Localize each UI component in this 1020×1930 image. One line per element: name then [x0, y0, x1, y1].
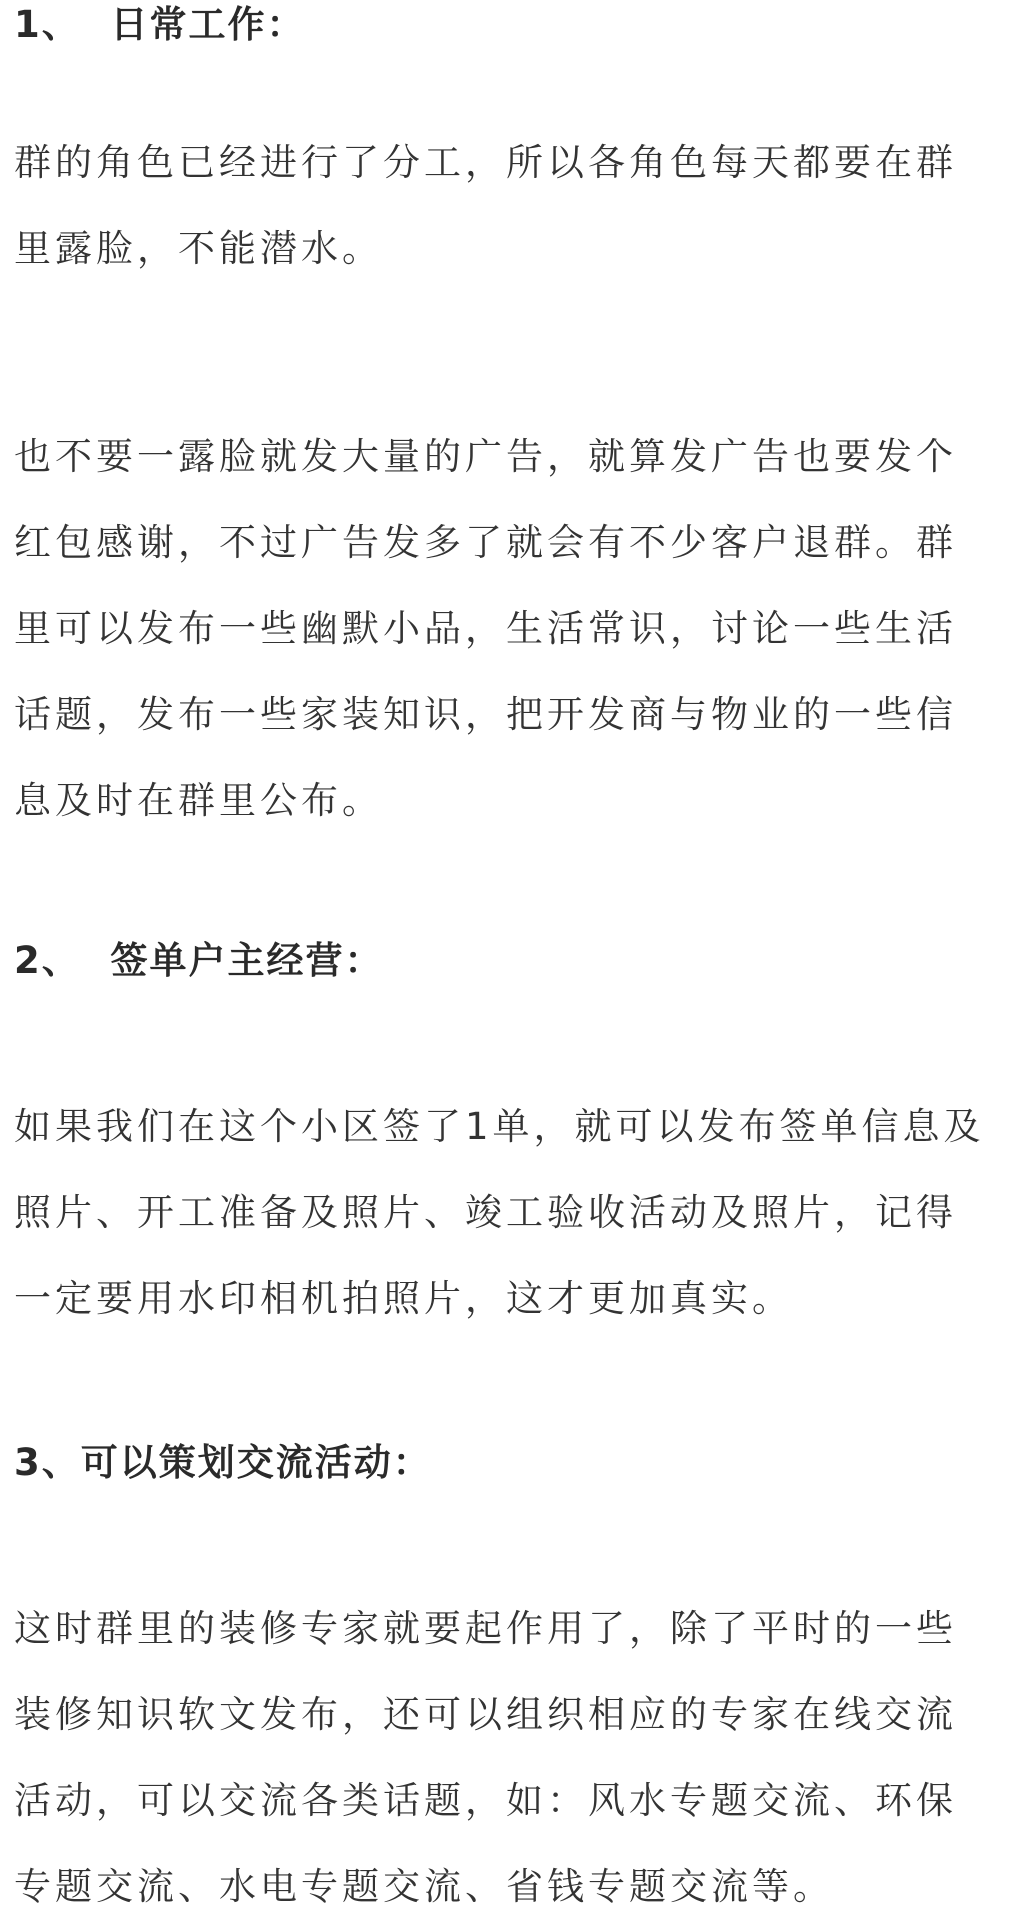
text-line: 如果我们在这个小区签了1单，就可以发布签单信息及	[14, 1105, 985, 1148]
section-1-paragraph-1	[14, 120, 957, 292]
text-line: 里露脸，不能潜水。	[14, 227, 383, 270]
text-line: 群的角色已经进行了分工，所以各角色每天都要在群	[14, 141, 957, 184]
text-line: 专题交流、水电专题交流、省钱专题交流等。	[14, 1865, 834, 1908]
section-3-paragraph-1	[14, 1586, 957, 1930]
section-2-paragraph-1	[14, 1084, 985, 1342]
text-line: 里可以发布一些幽默小品，生活常识，讨论一些生活	[14, 607, 957, 650]
section-3-heading: 3、可以策划交流活动：	[14, 1441, 432, 1484]
text-line: 息及时在群里公布。	[14, 779, 383, 822]
text-line: 照片、开工准备及照片、竣工验收活动及照片，记得	[14, 1191, 957, 1234]
text-line: 这时群里的装修专家就要起作用了，除了平时的一些	[14, 1607, 957, 1650]
text-line: 活动，可以交流各类话题，如：风水专题交流、环保	[14, 1779, 957, 1822]
text-line: 话题，发布一些家装知识，把开发商与物业的一些信	[14, 693, 957, 736]
text-line: 一定要用水印相机拍照片，这才更加真实。	[14, 1277, 793, 1320]
text-line: 装修知识软文发布，还可以组织相应的专家在线交流	[14, 1693, 957, 1736]
section-1-paragraph-2	[14, 414, 957, 844]
text-line: 也不要一露脸就发大量的广告，就算发广告也要发个	[14, 435, 957, 478]
section-1-heading: 1、 日常工作：	[14, 3, 306, 46]
text-line: 红包感谢，不过广告发多了就会有不少客户退群。群	[14, 521, 957, 564]
section-2-heading: 2、 签单户主经营：	[14, 939, 384, 982]
